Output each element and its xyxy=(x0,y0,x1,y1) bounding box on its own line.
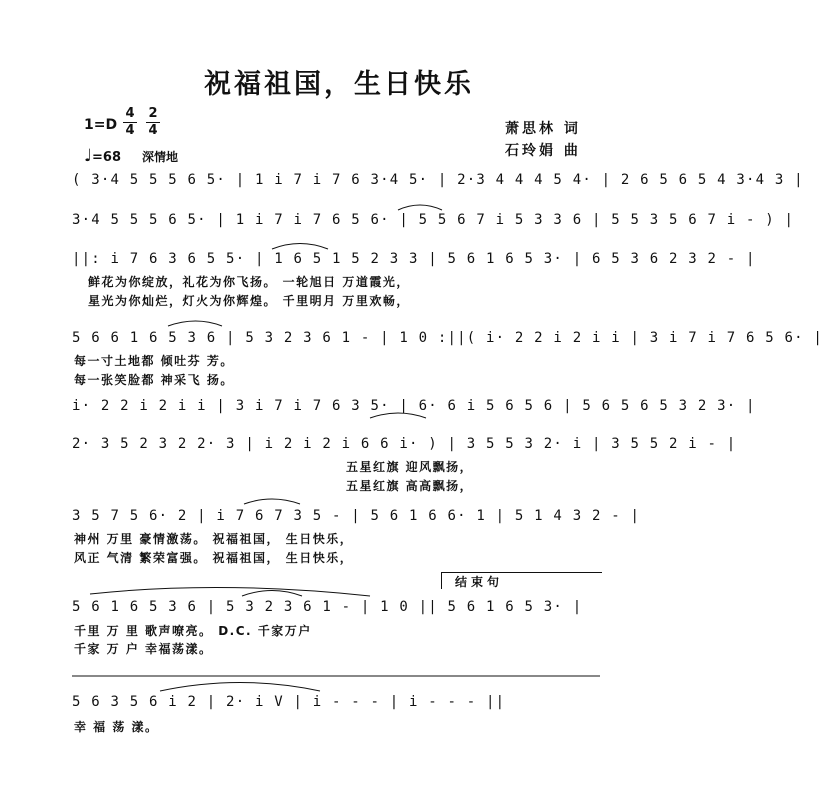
lyric-row-7: 神州 万里 豪情激荡。 祝福祖国， 生日快乐， xyxy=(74,532,354,546)
expression-marking: 深情地 xyxy=(142,150,179,164)
lyric-row-9: 千里 万 里 歌声嘹亮。 D.C. 千家万户 xyxy=(74,624,312,638)
slur-mark xyxy=(168,321,222,326)
lyric-row-5: 五星红旗 迎风飘扬， xyxy=(346,460,474,474)
lyric-row-10: 千家 万 户 幸福荡漾。 xyxy=(74,642,213,656)
time-signature-2-bottom: 4 xyxy=(146,122,160,139)
slur-mark xyxy=(398,205,442,210)
lyric-row-3: 每一寸土地都 倾吐芬 芳。 xyxy=(74,354,234,368)
slur-mark xyxy=(242,591,302,597)
tempo-value: =68 xyxy=(92,150,122,165)
slur-mark xyxy=(370,413,426,418)
lyric-row-11: 幸 福 荡 漾。 xyxy=(74,720,159,734)
music-row-3: ||: i 7 6 3 6 5 5· | 1 6 5 1 5 2 3 3 | 5 6 1 6 5 3· | 6 5 3 6 2 3 2 - | xyxy=(72,251,756,267)
lyricist-credit: 萧思林 词 xyxy=(505,121,581,137)
time-signature-2-top: 2 xyxy=(148,106,158,121)
slur-mark xyxy=(90,587,370,596)
composer-credit: 石玲娟 曲 xyxy=(505,143,581,159)
music-row-9: 5 6 3 5 6 i 2 | 2· i V | i - - - | i - - - || xyxy=(72,694,506,710)
lyric-row-4: 每一张笑脸都 神采飞 扬。 xyxy=(74,373,234,387)
key-signature: 1=D xyxy=(84,117,118,133)
lyric-row-2: 星光为你灿烂，灯火为你辉煌。 千里明月 万里欢畅， xyxy=(88,294,410,308)
slur-mark xyxy=(244,499,300,504)
lyric-row-6: 五星红旗 高高飘扬， xyxy=(346,479,474,493)
music-row-7: 3 5 7 5 6· 2 | i 7 6 7 3 5 - | 5 6 1 6 6· 1 | 5 1 4 3 2 - | xyxy=(72,508,641,524)
music-row-6: 2· 3 5 2 3 2 2· 3 | i 2 i 2 i 6 6 i· ) | 3 5 5 3 2· i | 3 5 5 2 i - | xyxy=(72,436,737,452)
quarter-note-icon: ♩ xyxy=(84,146,93,166)
music-row-1: ( 3·4 5 5 5 6 5· | 1 i 7 i 7 6 3·4 5· | 2·3 4 4 4 5 4· | 2 6 5 6 5 4 3·4 3 | xyxy=(72,172,804,188)
lyric-row-8: 风正 气清 繁荣富强。 祝福祖国， 生日快乐， xyxy=(74,551,354,565)
slur-mark xyxy=(272,244,328,250)
music-row-4: 5 6 6 1 6 5 3 6 | 5 3 2 3 6 1 - | 1 0 :||( i· 2 2 i 2 i i | 3 i 7 i 7 6 5 6· | xyxy=(72,330,823,346)
ending-label: 结束句 xyxy=(455,575,504,589)
music-row-2: 3·4 5 5 5 6 5· | 1 i 7 i 7 6 5 6· | 5 5 6 7 i 5 3 3 6 | 5 5 3 5 6 7 i - ) | xyxy=(72,212,795,228)
lyric-row-1: 鲜花为你绽放，礼花为你飞扬。 一轮旭日 万道霞光， xyxy=(88,275,410,289)
page-title: 祝福祖国，生日快乐 xyxy=(204,69,474,100)
music-row-8: 5 6 1 6 5 3 6 | 5 3 2 3 6 1 - | 1 0 || 5 6 1 6 5 3· | xyxy=(72,599,583,615)
slur-mark xyxy=(160,683,320,692)
time-signature-1-top: 4 xyxy=(125,106,135,121)
music-row-5: i· 2 2 i 2 i i | 3 i 7 i 7 6 3 5· | 6· 6 i 5 6 5 6 | 5 6 5 6 5 3 2 3· | xyxy=(72,398,756,414)
time-signature-1-bottom: 4 xyxy=(123,122,137,139)
